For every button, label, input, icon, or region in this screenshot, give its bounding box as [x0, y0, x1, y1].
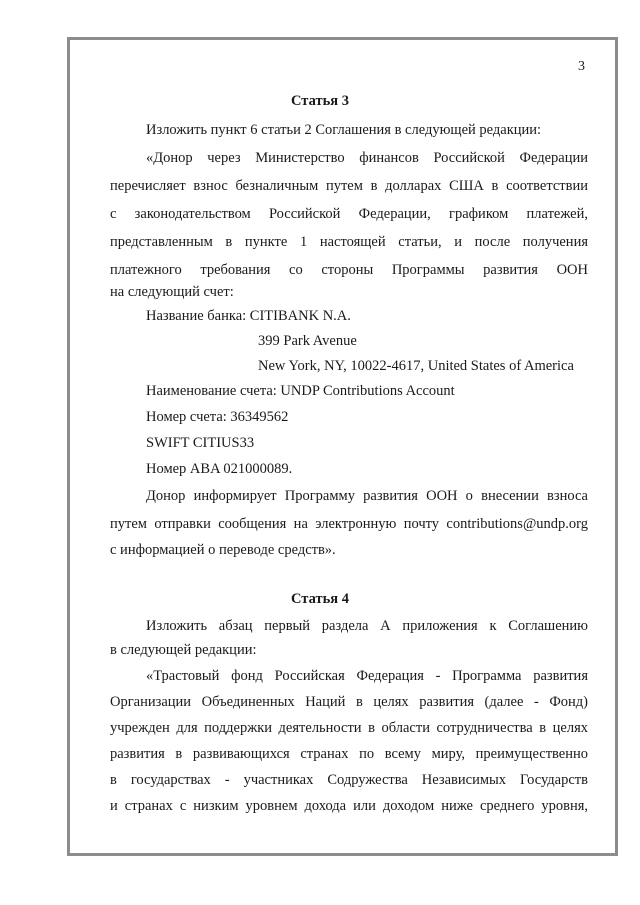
article-3-line-2: перечисляет взнос безналичным путем в долларах США в соответствии [110, 178, 588, 194]
article-4-line-2: Организации Объединенных Наций в целях развития (далее - Фонд) [110, 694, 588, 710]
bank-address-line-1: 399 Park Avenue [258, 333, 357, 349]
account-number: Номер счета: 36349562 [146, 409, 289, 425]
article-3-line-6: на следующий счет: [110, 284, 234, 300]
article-4-line-3: учрежден для поддержки деятельности в области сотрудничества в целях [110, 720, 588, 736]
article-3-closing-line-1: Донор информирует Программу развития ООН о внесении взноса [146, 488, 588, 504]
swift-code: SWIFT CITIUS33 [146, 435, 255, 451]
article-4-heading: Статья 4 [291, 591, 349, 607]
article-3-line-5: платежного требования со стороны Программы развития ООН [110, 262, 588, 278]
page-number: 3 [578, 59, 585, 74]
article-3-line-4: представленным в пункте 1 настоящей статьи, и после получения [110, 234, 588, 250]
article-3-closing-line-3: с информацией о переводе средств». [110, 542, 336, 558]
bank-name: Название банка: CITIBANK N.A. [146, 308, 351, 324]
article-3-heading: Статья 3 [291, 93, 349, 109]
account-name: Наименование счета: UNDP Contributions Account [146, 383, 455, 399]
article-4-line-4: развития в развивающихся странах по всему миру, преимущественно [110, 746, 588, 762]
article-4-line-5: в государствах - участниках Содружества Независимых Государств [110, 772, 588, 788]
article-4-line-6: и странах с низким уровнем дохода или доходом ниже среднего уровня, [110, 798, 588, 814]
article-3-intro: Изложить пункт 6 статьи 2 Соглашения в следующей редакции: [146, 122, 542, 138]
bank-address-line-2: New York, NY, 10022-4617, United States of America [258, 358, 574, 374]
article-3-line-3: с законодательством Российской Федерации, графиком платежей, [110, 206, 588, 222]
article-4-intro-line-1: Изложить абзац первый раздела А приложения к Соглашению [146, 618, 588, 634]
article-3-closing-line-2: путем отправки сообщения на электронную почту contributions@undp.org [110, 516, 588, 532]
article-3-line-1: «Донор через Министерство финансов Российской Федерации [146, 150, 588, 166]
article-4-line-1: «Трастовый фонд Российская Федерация - Программа развития [146, 668, 588, 684]
article-4-intro-line-2: в следующей редакции: [110, 642, 257, 658]
aba-number: Номер ABA 021000089. [146, 461, 293, 477]
